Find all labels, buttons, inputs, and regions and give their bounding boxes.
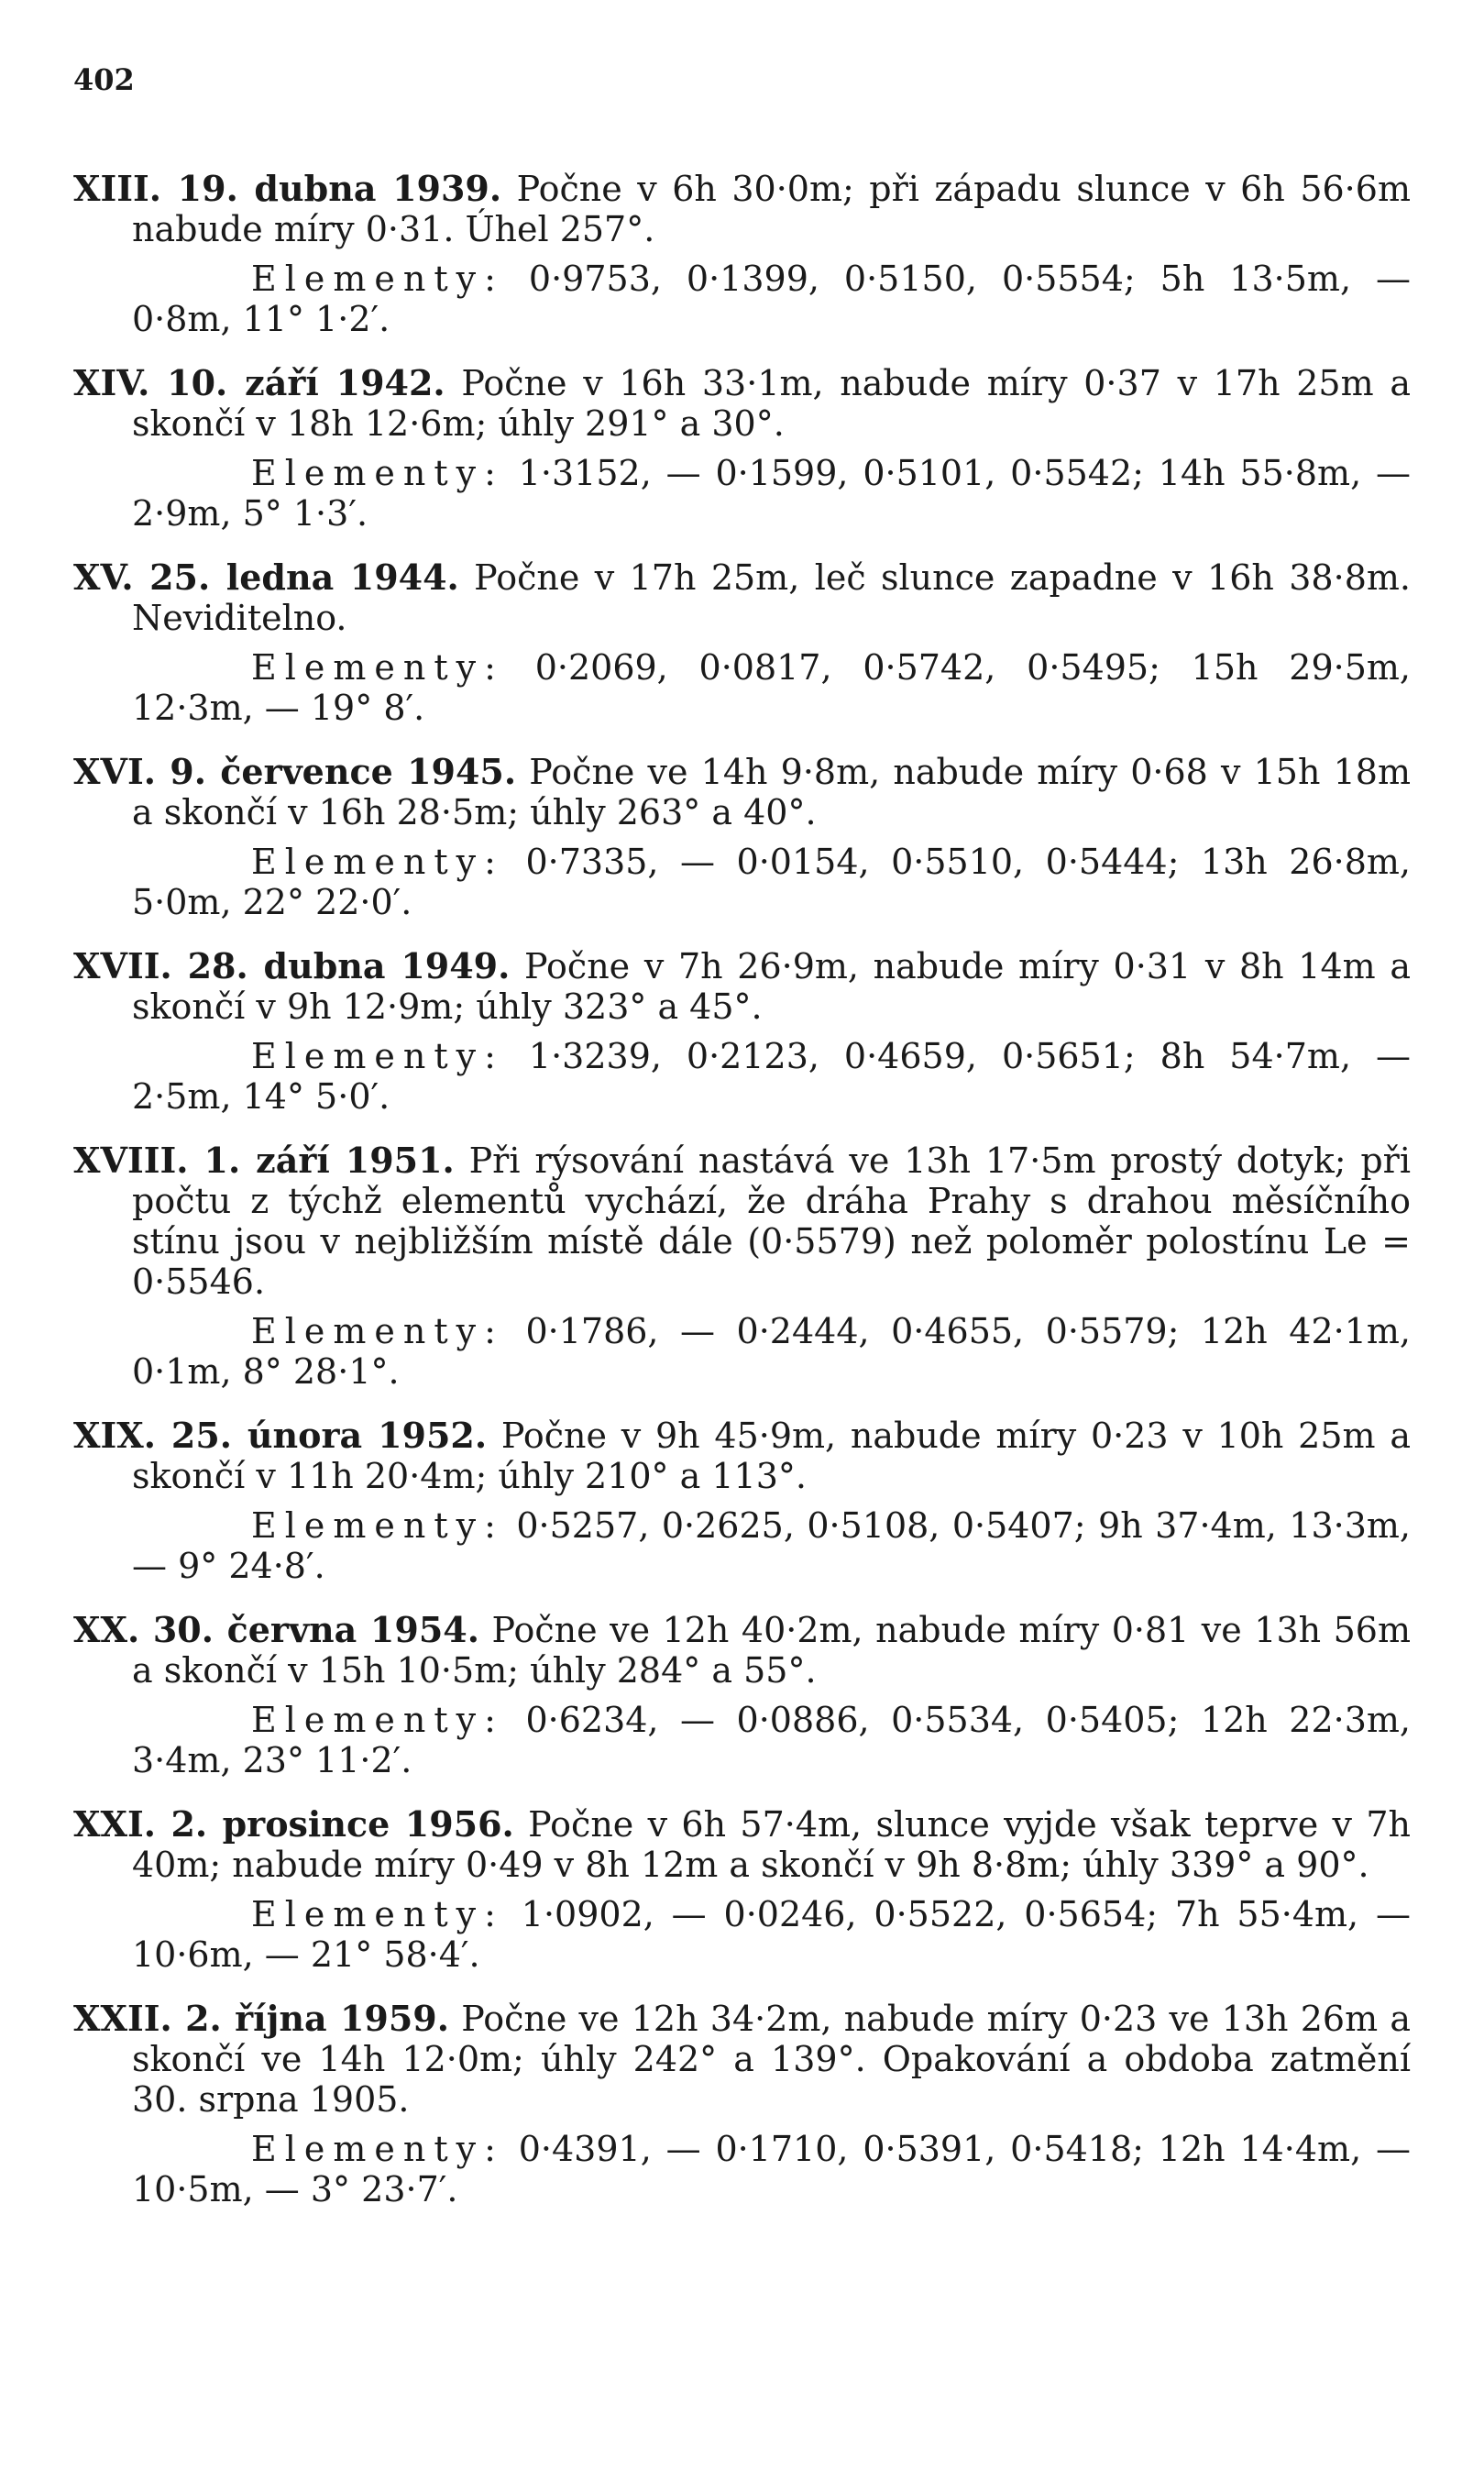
page-number: 402 (73, 62, 135, 97)
entry-xx (73, 1610, 1411, 1780)
elements-values: 0·7335, — 0·0154, 0·5510, 0·5444; 13h 26·8m, 5·0m, 22° 22·0′. (132, 842, 1411, 922)
entry-text: Počne v 16h 33·1m, nabude míry 0·37 v 17h 25m a skončí v 18h 12·6m; úhly 291° a 30°. (132, 363, 1411, 444)
entry-title: XIII. 19. dubna 1939. (73, 168, 502, 209)
entry-text: Počne v 6h 57·4m, slunce vyjde však teprve v 7h 40m; nabude míry 0·49 v 8h 12m a skončí v 9h 8·8m; úhly 339° a 90°. (132, 1804, 1411, 1885)
entry-text: Počne v 9h 45·9m, nabude míry 0·23 v 10h 25m a skončí v 11h 20·4m; úhly 210° a 113°. (132, 1416, 1411, 1496)
entry-text: Počne ve 14h 9·8m, nabude míry 0·68 v 15h 18m a skončí v 16h 28·5m; úhly 263° a 40°. (132, 752, 1411, 832)
elements-values: 0·4391, — 0·1710, 0·5391, 0·5418; 12h 14·4m, — 10·5m, — 3° 23·7′. (132, 2129, 1411, 2209)
entry-xvi (73, 752, 1411, 922)
elements-values: 0·1786, — 0·2444, 0·4655, 0·5579; 12h 42·1m, 0·1m, 8° 28·1°. (132, 1311, 1411, 1392)
entry-xix (73, 1416, 1411, 1586)
entry-xv (73, 557, 1411, 728)
elements-label: Elementy: (251, 453, 504, 493)
entry-xiii (73, 169, 1411, 339)
elements-values: 0·2069, 0·0817, 0·5742, 0·5495; 15h 29·5m, 12·3m, — 19° 8′. (132, 647, 1411, 728)
elements-values: 1·0902, — 0·0246, 0·5522, 0·5654; 7h 55·4m, — 10·6m, — 21° 58·4′. (132, 1894, 1411, 1975)
entry-text: Počne v 7h 26·9m, nabude míry 0·31 v 8h 14m a skončí v 9h 12·9m; úhly 323° a 45°. (132, 946, 1411, 1027)
entry-title: XX. 30. června 1954. (73, 1609, 479, 1650)
elements-values: 0·9753, 0·1399, 0·5150, 0·5554; 5h 13·5m, — 0·8m, 11° 1·2′. (132, 259, 1411, 339)
entry-xxi (73, 1804, 1411, 1975)
entry-xiv (73, 363, 1411, 534)
elements-values: 0·5257, 0·2625, 0·5108, 0·5407; 9h 37·4m, 13·3m, — 9° 24·8′. (132, 1505, 1411, 1586)
elements-values: 1·3152, — 0·1599, 0·5101, 0·5542; 14h 55·8m, — 2·9m, 5° 1·3′. (132, 453, 1411, 534)
entry-title: XV. 25. ledna 1944. (73, 556, 459, 598)
entry-text: Počne v 6h 30·0m; při západu slunce v 6h 56·6m nabude míry 0·31. Úhel 257°. (132, 169, 1411, 249)
elements-values: 1·3239, 0·2123, 0·4659, 0·5651; 8h 54·7m, — 2·5m, 14° 5·0′. (132, 1036, 1411, 1117)
elements-label: Elementy: (251, 1036, 504, 1076)
elements-label: Elementy: (251, 1311, 504, 1351)
elements-label: Elementy: (251, 1894, 504, 1934)
entry-xviii (73, 1140, 1411, 1392)
entry-text: Počne ve 12h 34·2m, nabude míry 0·23 ve 13h 26m a skončí ve 14h 12·0m; úhly 242° a 139°. Opakování a obdoba zatmění 30. srpna 1905. (132, 1999, 1411, 2120)
elements-label: Elementy: (251, 259, 504, 299)
entry-title: XXI. 2. prosince 1956. (73, 1803, 514, 1845)
elements-label: Elementy: (251, 647, 504, 688)
entry-title: XVIII. 1. září 1951. (73, 1140, 455, 1181)
entry-xvii (73, 946, 1411, 1117)
entry-title: XIX. 25. února 1952. (73, 1415, 488, 1456)
elements-label: Elementy: (251, 842, 504, 882)
elements-label: Elementy: (251, 1700, 504, 1740)
entry-title: XXII. 2. října 1959. (73, 1998, 449, 2039)
entry-title: XVI. 9. července 1945. (73, 751, 517, 792)
entry-xxii (73, 1999, 1411, 2209)
elements-label: Elementy: (251, 2129, 504, 2169)
elements-values: 0·6234, — 0·0886, 0·5534, 0·5405; 12h 22·3m, 3·4m, 23° 11·2′. (132, 1700, 1411, 1780)
elements-label: Elementy: (251, 1505, 504, 1546)
entry-text: Při rýsování nastává ve 13h 17·5m prostý dotyk; při počtu z týchž elementů vychází, že dráha Prahy s drahou měsíčního stínu jsou v nejbližším místě dále (0·5579) než poloměr polostínu Le = 0·5546. (132, 1140, 1411, 1302)
entry-text: Počne v 17h 25m, leč slunce zapadne v 16h 38·8m. Neviditelno. (132, 557, 1411, 638)
entry-title: XIV. 10. září 1942. (73, 362, 445, 403)
entry-title: XVII. 28. dubna 1949. (73, 945, 511, 986)
entry-text: Počne ve 12h 40·2m, nabude míry 0·81 ve 13h 56m a skončí v 15h 10·5m; úhly 284° a 55°. (132, 1610, 1411, 1691)
